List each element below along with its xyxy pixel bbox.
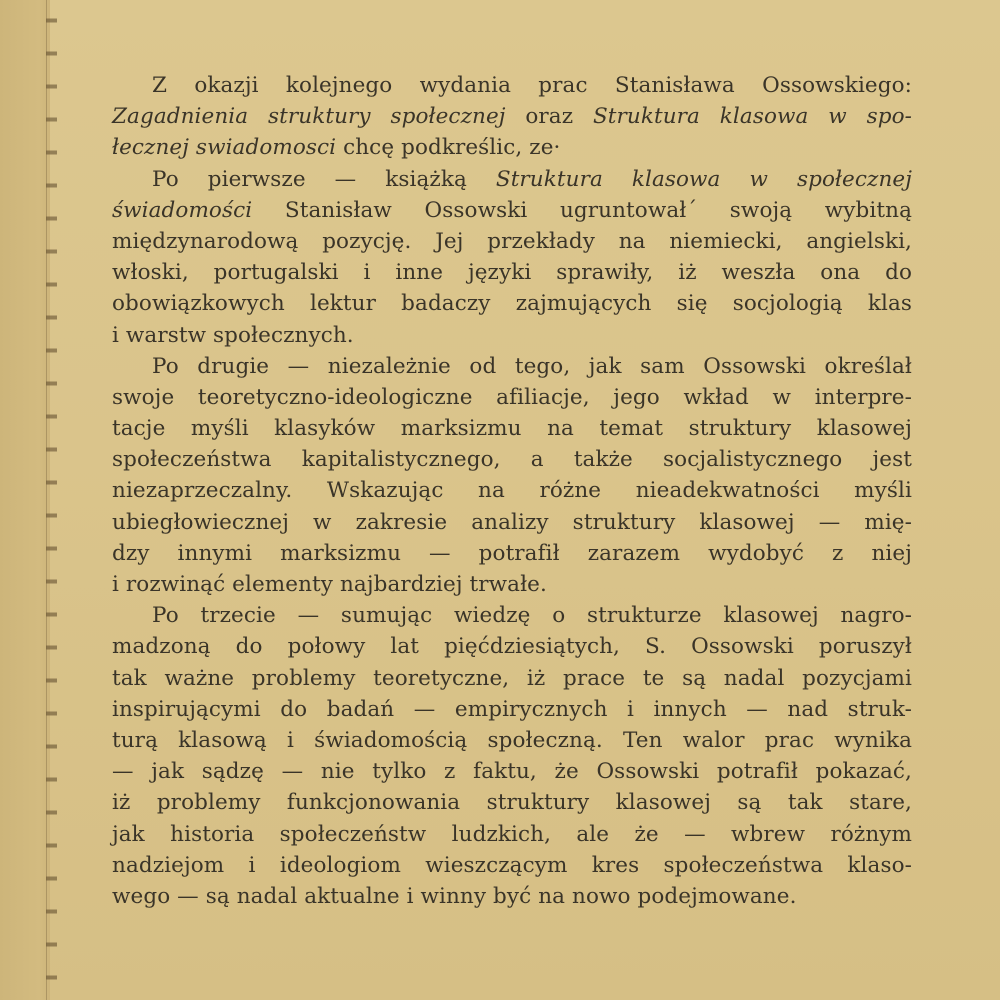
- text-line: [112, 413, 912, 444]
- text-run: i rozwinąć elementy najbardziej trwałe.: [112, 572, 547, 597]
- text-run: Stanisław Ossowski ugruntował´ swoją wybitną: [252, 197, 912, 223]
- page-edge: [46, 0, 57, 1000]
- text-run: chcę podkreślic, ze·: [336, 135, 561, 161]
- text-line: [112, 600, 912, 631]
- text-run: Po trzecie — sumując wiedzę o strukturze klasowej nagro-: [152, 603, 912, 629]
- text-line: [112, 195, 912, 226]
- text-run: Z okazji kolejnego wydania prac Stanisława Ossowskiego:: [152, 73, 912, 98]
- paragraph: [112, 351, 912, 601]
- text-line: [112, 881, 912, 912]
- text-run: dzy innymi marksizmu — potrafił zarazem wydobyć z niej: [112, 540, 912, 566]
- italic-title-text: Struktura klasowa w spo-: [592, 104, 912, 130]
- text-line: [112, 819, 912, 850]
- text-line: [112, 631, 912, 662]
- text-line: [112, 569, 912, 600]
- text-run: tak ważne problemy teoretyczne, iż prace te są nadal pozycjami: [112, 665, 912, 691]
- paragraph: [112, 600, 912, 912]
- text-line: [112, 725, 912, 756]
- text-run: obowiązkowych lektur badaczy zajmujących się socjologią klas: [112, 291, 912, 317]
- text-line: [112, 694, 912, 725]
- text-line: [112, 351, 912, 382]
- text-run: madzoną do połowy lat pięćdziesiątych, S. Ossowski poruszył: [112, 634, 912, 660]
- text-run: włoski, portugalski i inne języki sprawiły, iż weszła ona do: [112, 260, 912, 286]
- text-run: oraz: [505, 104, 593, 130]
- text-line: [112, 663, 912, 694]
- text-line: [112, 320, 912, 351]
- text-line: [112, 850, 912, 881]
- text-line: [112, 164, 912, 195]
- italic-title-text: łecznej swiadomosci: [112, 135, 337, 161]
- text-run: wego — są nadal aktualne i winny być na nowo podejmowane.: [112, 883, 797, 909]
- body-text: [112, 70, 912, 912]
- text-line: [112, 226, 912, 257]
- text-line: [112, 101, 912, 132]
- text-line: [112, 538, 912, 569]
- text-line: [112, 257, 912, 288]
- text-run: międzynarodową pozycję. Jej przekłady na niemiecki, angielski,: [112, 228, 912, 254]
- text-run: inspirującymi do badań — empirycznych i innych — nad struk-: [112, 696, 912, 722]
- text-line: [112, 787, 912, 818]
- italic-title-text: Struktura klasowa w społecznej: [495, 166, 912, 192]
- text-line: [112, 132, 912, 163]
- text-run: nadziejom i ideologiom wieszczącym kres społeczeństwa klaso-: [112, 852, 912, 878]
- text-run: — jak sądzę — nie tylko z faktu, że Ossowski potrafił pokazać,: [112, 759, 912, 785]
- text-line: [112, 475, 912, 506]
- italic-title-text: Zagadnienia struktury społecznej: [112, 104, 506, 130]
- text-run: Po pierwsze — książką: [152, 166, 496, 192]
- text-run: niezaprzeczalny. Wskazując na różne nieadekwatności myśli: [112, 478, 912, 504]
- text-run: turą klasową i świadomością społeczną. Ten walor prac wynika: [112, 727, 912, 753]
- text-run: swoje teoretyczno-ideologiczne afiliacje, jego wkład w interpre-: [112, 384, 912, 410]
- text-run: tacje myśli klasyków marksizmu na temat struktury klasowej: [112, 416, 912, 442]
- paragraph: [112, 164, 912, 351]
- text-line: [112, 444, 912, 475]
- text-run: jak historia społeczeństw ludzkich, ale że — wbrew różnym: [112, 821, 912, 847]
- paragraph: [112, 70, 912, 164]
- text-line: [112, 756, 912, 787]
- text-line: [112, 288, 912, 319]
- italic-title-text: świadomości: [112, 197, 253, 223]
- text-run: iż problemy funkcjonowania struktury klasowej są tak stare,: [112, 790, 912, 816]
- text-run: i warstw społecznych.: [112, 322, 354, 348]
- text-line: [112, 70, 912, 101]
- text-line: [112, 507, 912, 538]
- text-run: Po drugie — niezależnie od tego, jak sam Ossowski określał: [152, 353, 912, 379]
- text-run: społeczeństwa kapitalistycznego, a także socjalistycznego jest: [112, 447, 912, 473]
- text-run: ubiegłowiecznej w zakresie analizy struktury klasowej — mię-: [112, 509, 912, 535]
- text-line: [112, 382, 912, 413]
